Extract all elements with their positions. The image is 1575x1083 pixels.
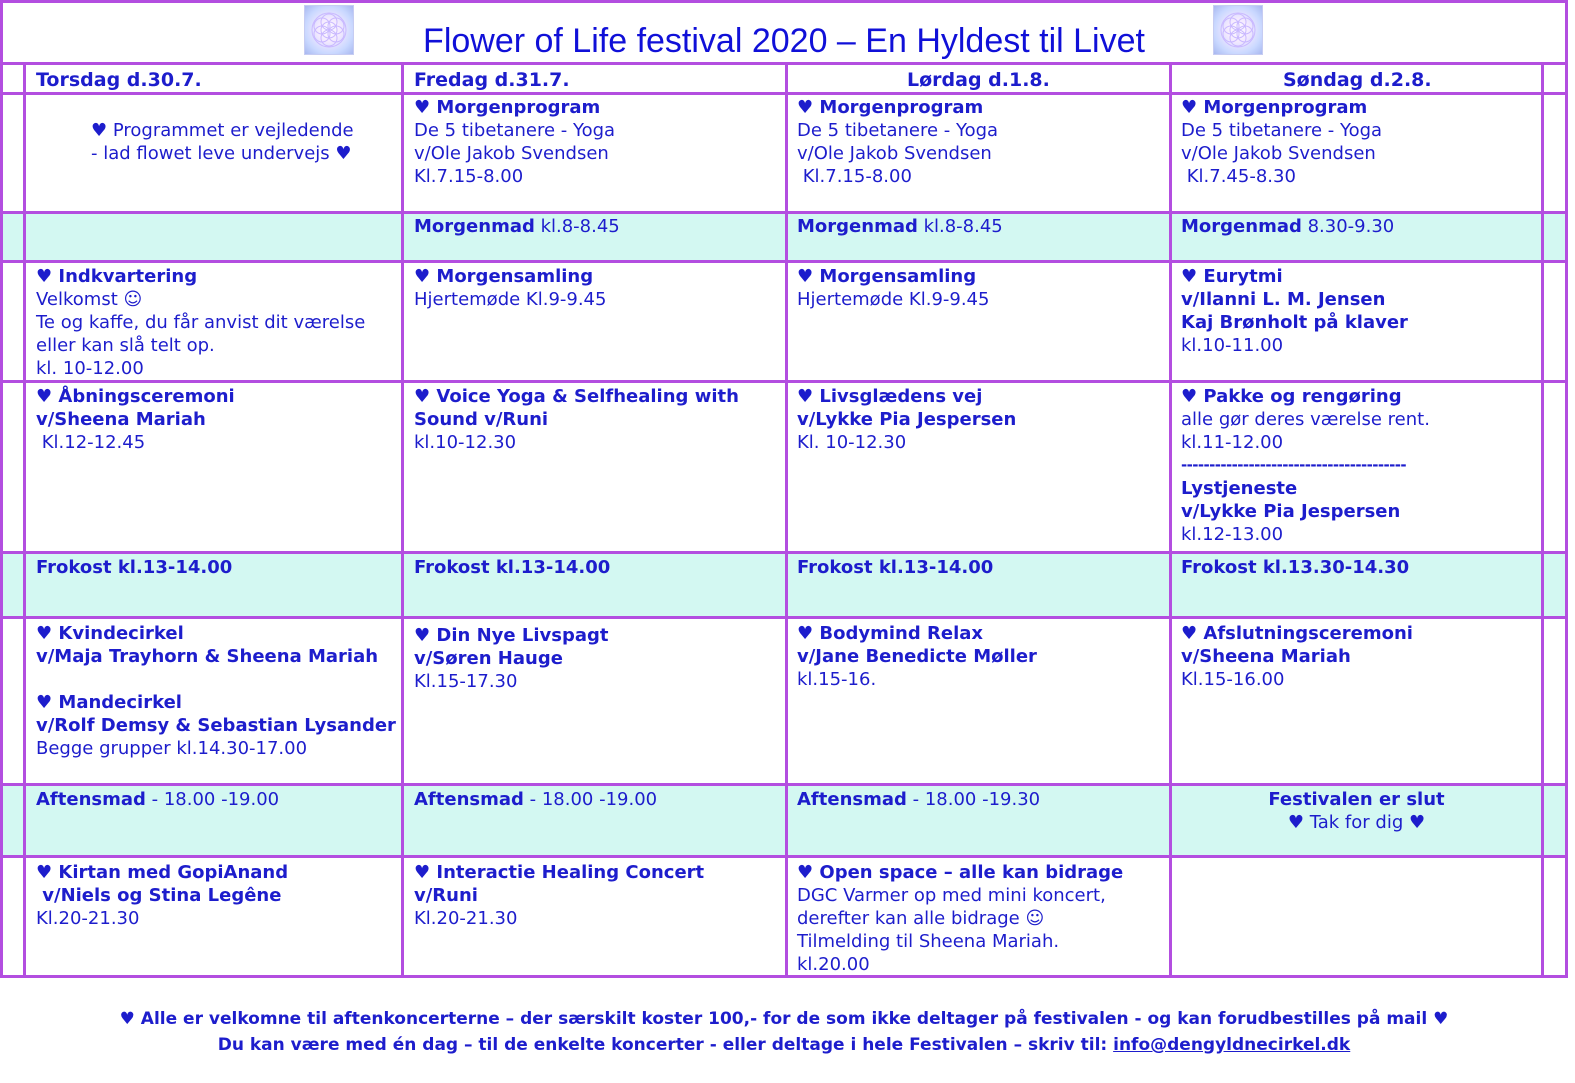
- day-header-friday: Fredag d.31.7.: [414, 69, 570, 91]
- grid-line: [401, 64, 404, 978]
- day-header-thursday: Torsdag d.30.7.: [36, 69, 202, 91]
- gathering-thursday: ♥ Indkvartering Velkomst ☺ Te og kaffe, du får anvist dit værelse eller kan slå telt op. kl. 10-12.00: [36, 266, 366, 379]
- late-morning-sunday: ♥ Pakke og rengøring alle gør deres værelse rent. kl.11-12.00 ---------------------------------------- Lystjeneste v/Lykke Pia Jespersen kl.12-13.00: [1181, 386, 1430, 545]
- grid-line: [785, 64, 788, 978]
- breakfast-saturday: Morgenmad kl.8-8.45: [797, 216, 1003, 237]
- gathering-friday: ♥ Morgensamling Hjertemøde Kl.9-9.45: [414, 266, 607, 310]
- grid-line: [0, 783, 1568, 786]
- gathering-saturday: ♥ Morgensamling Hjertemøde Kl.9-9.45: [797, 266, 990, 310]
- morning-sunday: ♥ Morgenprogram De 5 tibetanere - Yoga v/Ole Jakob Svendsen Kl.7.45-8.30: [1181, 97, 1383, 187]
- dinner-friday: Aftensmad - 18.00 -19.00: [414, 789, 658, 810]
- lunch-saturday: Frokost kl.13-14.00: [797, 557, 994, 578]
- afternoon-sunday: ♥ Afslutningsceremoni v/Sheena Mariah Kl.15-16.00: [1181, 623, 1413, 690]
- breakfast-sunday: Morgenmad 8.30-9.30: [1181, 216, 1395, 237]
- grid-line: [0, 260, 1568, 263]
- page-title: Flower of Life festival 2020 – En Hyldest til Livet: [423, 22, 1145, 60]
- morning-thursday-note: ♥ Programmet er vejledende - lad flowet leve undervejs ♥: [91, 120, 354, 164]
- gathering-sunday: ♥ Eurytmi v/Ilanni L. M. Jensen Kaj Brønholt på klaver kl.10-11.00: [1181, 266, 1408, 356]
- evening-thursday: ♥ Kirtan med GopiAnand v/Niels og Stina Legêne Kl.20-21.30: [36, 862, 289, 929]
- morning-saturday: ♥ Morgenprogram De 5 tibetanere - Yoga v/Ole Jakob Svendsen Kl.7.15-8.00: [797, 97, 999, 187]
- festival-end-note: Festivalen er slut ♥ Tak for dig ♥: [1268, 789, 1445, 833]
- afternoon-friday: ♥ Din Nye Livspagt v/Søren Hauge Kl.15-17.30: [414, 625, 609, 692]
- evening-friday: ♥ Interactie Healing Concert v/Runi Kl.20-21.30: [414, 862, 705, 929]
- late-morning-thursday: ♥ Åbningsceremoni v/Sheena Mariah Kl.12-12.45: [36, 386, 235, 453]
- grid-line: [0, 616, 1568, 619]
- lunch-thursday: Frokost kl.13-14.00: [36, 557, 233, 578]
- late-morning-saturday: ♥ Livsglædens vej v/Lykke Pia Jespersen Kl. 10-12.30: [797, 386, 1017, 453]
- grid-line: [0, 211, 1568, 214]
- grid-line: [0, 62, 1568, 65]
- grid-line: [23, 64, 26, 978]
- footer-note: ♥ Alle er velkomne til aftenkoncerterne – der særskilt koster 100,- for de som ikke deltager på festivalen - og kan forudbestilles på mail ♥: [119, 1009, 1449, 1029]
- late-morning-friday: ♥ Voice Yoga & Selfhealing with Sound v/Runi kl.10-12.30: [414, 386, 739, 453]
- lunch-sunday: Frokost kl.13.30-14.30: [1181, 557, 1410, 578]
- email-link[interactable]: info@dengyldnecirkel.dk: [1113, 1035, 1351, 1055]
- dinner-saturday: Aftensmad - 18.00 -19.30: [797, 789, 1041, 810]
- afternoon-saturday: ♥ Bodymind Relax v/Jane Benedicte Møller kl.15-16.: [797, 623, 1037, 690]
- day-header-sunday: Søndag d.2.8.: [1283, 69, 1432, 91]
- day-header-saturday: Lørdag d.1.8.: [907, 69, 1050, 91]
- breakfast-friday: Morgenmad kl.8-8.45: [414, 216, 620, 237]
- separator-line: ----------------------------------------: [1181, 456, 1407, 474]
- grid-line: [1169, 64, 1172, 978]
- evening-saturday: ♥ Open space – alle kan bidrage DGC Varmer op med mini koncert, derefter kan alle bidrage ☺ Tilmelding til Sheena Mariah. kl.20.00: [797, 862, 1124, 975]
- morning-friday: ♥ Morgenprogram De 5 tibetanere - Yoga v/Ole Jakob Svendsen Kl.7.15-8.00: [414, 97, 616, 187]
- lunch-friday: Frokost kl.13-14.00: [414, 557, 611, 578]
- footer-contact: Du kan være med én dag – til de enkelte koncerter - eller deltage i hele Festivalen – skriv til: info@dengyldnecirkel.dk: [217, 1035, 1351, 1055]
- afternoon-thursday: ♥ Kvindecirkel v/Maja Trayhorn & Sheena Mariah ♥ Mandecirkel v/Rolf Demsy & Sebastian Lysander Begge grupper kl.14.30-17.00: [36, 623, 396, 759]
- dinner-thursday: Aftensmad - 18.00 -19.00: [36, 789, 280, 810]
- grid-line: [0, 380, 1568, 383]
- grid-line: [0, 551, 1568, 554]
- grid-line: [1541, 64, 1544, 978]
- grid-line: [0, 855, 1568, 858]
